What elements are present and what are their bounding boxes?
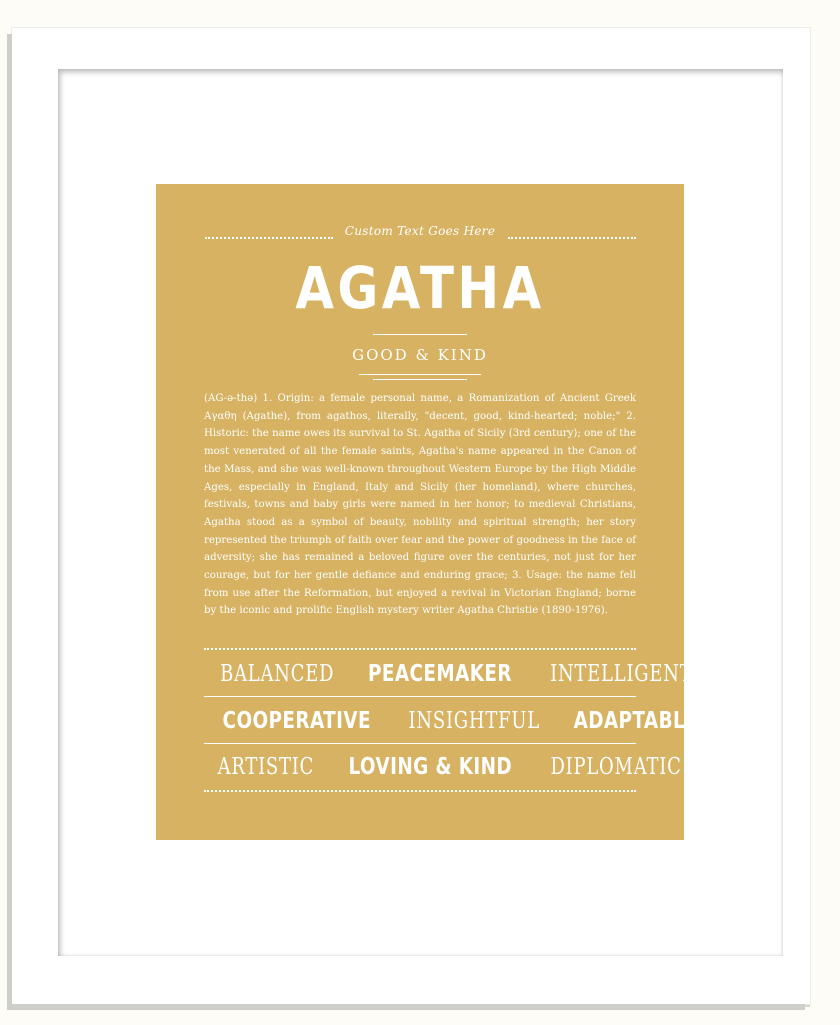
custom-text: Custom Text Goes Here: [344, 224, 496, 238]
trait-word: ADAPTABLE: [573, 708, 699, 734]
trait-word: PEACEMAKER: [368, 661, 513, 687]
trait-word: DIPLOMATIC: [550, 754, 682, 780]
trait-word: ARTISTIC: [217, 754, 315, 780]
name-title: AGATHA: [295, 254, 545, 322]
tagline-rule-2: [373, 379, 467, 380]
trait-word: INTELLIGENT: [550, 661, 693, 687]
trait-word: BALANCED: [220, 661, 335, 687]
trait-row: [204, 659, 693, 689]
trait-row: [204, 752, 682, 782]
dotted-rule-traits-top: [204, 648, 636, 650]
name-definition: (AG-ə-thə) 1. Origin: a female personal name, a Romanization of Ancient Greek Αγαθη (Agathe), from agathos, literally, "decent, good, kind-hearted; noble;" 2. Historic: the name owes its survival to St. Agatha of Sicily (3rd century); one of the most venerated of all the female saints, Agatha's name appeared in the Canon of the Mass, and she was well-known throughout Western Europe by the High Middle Ages, especially in England, Italy and Sicily (her homeland), where churches, festivals, towns and baby girls were named in her honor; to medieval Christians, Agatha stood as a symbol of beauty, nobility and spiritual strength; her story represented the triumph of faith over fear and the power of goodness in the face of adversity; she has remained a beloved figure over the centuries, not just for her courage, but for her gentle defiance and enduring grace; 3. Usage: the name fell from use after the Reformation, but enjoyed a revival in Victorian England; borne by the iconic and prolific English mystery writer Agatha Christie (1890-1976).: [204, 393, 636, 617]
title-rule-top: [373, 334, 467, 335]
name-print: [156, 184, 699, 840]
trait-divider: [204, 743, 636, 744]
trait-word: COOPERATIVE: [222, 708, 371, 734]
trait-row: [204, 706, 699, 736]
trait-divider: [204, 696, 636, 697]
name-tagline: GOOD & KIND: [352, 346, 488, 364]
dotted-rule-right: [508, 237, 636, 239]
trait-word: LOVING & KIND: [348, 754, 512, 780]
dotted-rule-traits-bottom: [204, 790, 636, 792]
tagline-rule-1: [359, 374, 481, 375]
trait-word: INSIGHTFUL: [408, 708, 540, 734]
